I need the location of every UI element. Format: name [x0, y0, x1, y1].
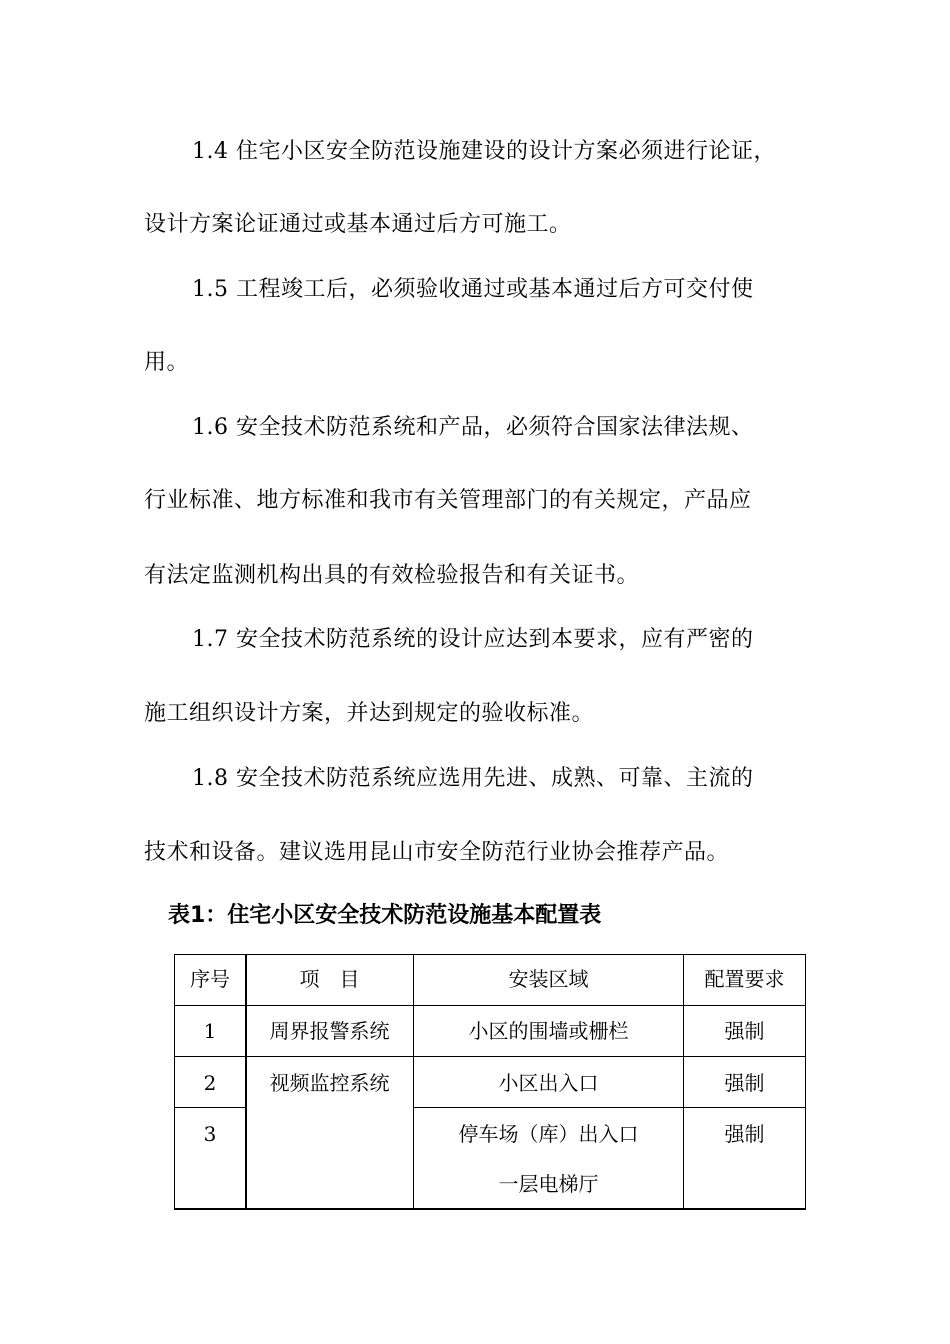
paragraph-1-7-line-2: 施工组织设计方案，并达到规定的验收标准。 — [144, 701, 595, 726]
table-caption: 表1：住宅小区安全技术防范设施基本配置表 — [168, 903, 602, 928]
paragraph-1-8-line-1: 1.8 安全技术防范系统应选用先进、成熟、可靠、主流的 — [192, 766, 754, 791]
header-item: 项 目 — [299, 967, 360, 991]
paragraph-1-5-line-1: 1.5 工程竣工后，必须验收通过或基本通过后方可交付使 — [192, 277, 754, 302]
paragraph-1-6-line-2: 行业标准、地方标准和我市有关管理部门的有关规定，产品应 — [144, 488, 752, 513]
paragraph-1-7-line-1: 1.7 安全技术防范系统的设计应达到本要求，应有严密的 — [192, 627, 754, 652]
row-2-no: 2 — [203, 1071, 217, 1095]
row-1-no: 1 — [203, 1019, 217, 1043]
row-3-no: 3 — [203, 1122, 217, 1146]
paragraph-1-4-line-2: 设计方案论证通过或基本通过后方可施工。 — [144, 212, 572, 237]
header-requirement: 配置要求 — [704, 967, 785, 991]
table-border-right — [805, 954, 806, 1210]
table-border-bottom — [174, 1208, 806, 1210]
table-border-top — [174, 954, 806, 955]
config-table — [174, 954, 806, 1210]
paragraph-1-6-line-3: 有法定监测机构出具的有效检验报告和有关证书。 — [144, 563, 640, 588]
paragraph-1-5-line-2: 用。 — [144, 350, 190, 375]
table-divider-row-2-b — [413, 1107, 806, 1108]
table-divider-row-2-a — [174, 1107, 246, 1108]
paragraph-1-8-line-2: 技术和设备。建议选用昆山市安全防范行业协会推荐产品。 — [144, 840, 730, 865]
paragraph-1-6-line-1: 1.6 安全技术防范系统和产品，必须符合国家法律法规、 — [192, 415, 754, 440]
row-1-item: 周界报警系统 — [269, 1019, 390, 1043]
paragraph-1-4-line-1: 1.4 住宅小区安全防范设施建设的设计方案必须进行论证， — [192, 139, 776, 164]
row-1-area: 小区的围墙或栅栏 — [468, 1019, 629, 1043]
row-2-requirement: 强制 — [724, 1071, 765, 1095]
header-area: 安装区域 — [508, 967, 589, 991]
row-2-item: 视频监控系统 — [269, 1071, 390, 1095]
row-3-area: 停车场（库）出入口 — [458, 1122, 639, 1146]
row-3-area-2: 一层电梯厅 — [498, 1172, 599, 1196]
row-2-area: 小区出入口 — [498, 1071, 599, 1095]
row-1-requirement: 强制 — [724, 1019, 765, 1043]
row-3-requirement: 强制 — [724, 1122, 765, 1146]
header-no: 序号 — [190, 967, 230, 991]
table-divider-header — [174, 1005, 806, 1006]
table-divider-row-1 — [174, 1056, 806, 1057]
